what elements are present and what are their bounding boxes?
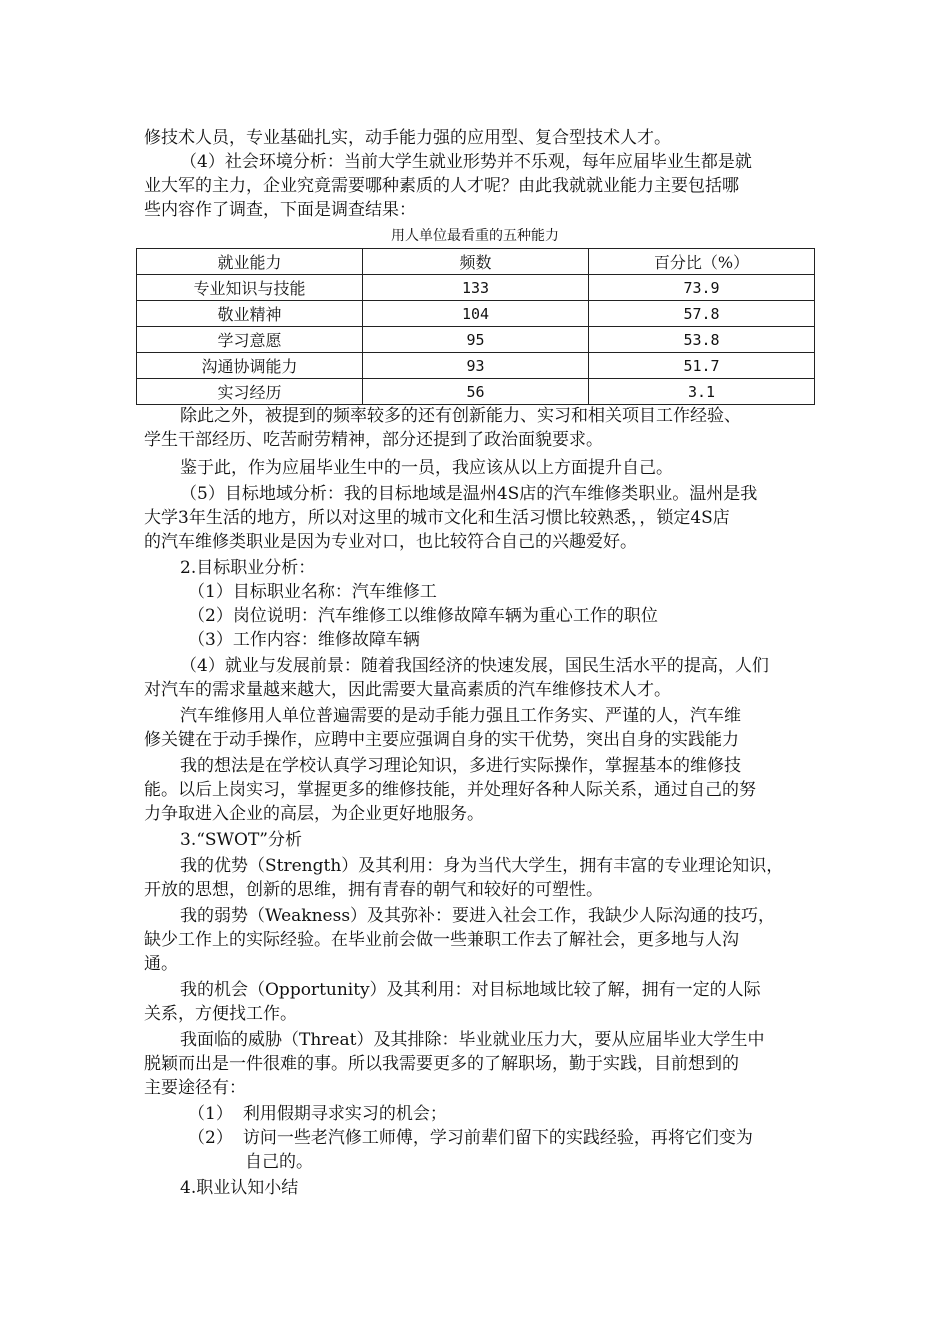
prospects-line-2: 对汽车的需求量越来越大，因此需要大量高素质的汽车维修技术人才。: [144, 680, 671, 700]
cell-frequency: 56: [363, 379, 589, 405]
strength-line-2: 开放的思想，创新的思维，拥有青春的朝气和较好的可塑性。: [144, 880, 603, 900]
section3-heading: 3.“SWOT”分析: [180, 830, 302, 850]
therefore-line: 鉴于此，作为应届毕业生中的一员，我应该从以上方面提升自己。: [180, 458, 673, 478]
cell-percent: 53.8: [589, 327, 815, 353]
social-env-line-2: 业大军的主力，企业究竟需要哪种素质的人才呢？由此我就就业能力主要包括哪: [144, 176, 739, 196]
after-table-line-1: 除此之外，被提到的频率较多的还有创新能力、实习和相关项目工作经验、: [180, 406, 741, 426]
table-row: [137, 301, 815, 327]
table-row: [137, 327, 815, 353]
threat-line-3: 主要途径有：: [144, 1078, 246, 1098]
approach-text: 利用假期寻求实习的机会；: [242, 1104, 447, 1124]
threat-line-1: 我面临的威胁（Threat）及其排除：毕业就业压力大，要从应届毕业大学生中: [180, 1030, 765, 1050]
approach-number: （1）: [188, 1104, 233, 1124]
cell-ability: 实习经历: [137, 379, 363, 405]
strength-line-1: 我的优势（Strength）及其利用：身为当代大学生，拥有丰富的专业理论知识，: [180, 856, 784, 876]
plan-line-1: 我的想法是在学校认真学习理论知识，多进行实际操作，掌握基本的维修技: [180, 756, 741, 776]
cell-percent: 3.1: [589, 379, 815, 405]
requirements-line-1: 汽车维修用人单位普遍需要的是动手能力强且工作务实、严谨的人，汽车维: [180, 706, 741, 726]
social-env-line-3: 些内容作了调查，下面是调查结果：: [144, 200, 416, 220]
section2-heading: 2.目标职业分析：: [180, 558, 316, 578]
section4-heading: 4.职业认知小结: [180, 1178, 299, 1198]
cell-percent: 57.8: [589, 301, 815, 327]
cell-ability: 专业知识与技能: [137, 275, 363, 301]
prospects-line-1: （4）就业与发展前景：随着我国经济的快速发展，国民生活水平的提高，人们: [180, 656, 769, 676]
cell-frequency: 104: [363, 301, 589, 327]
weakness-line-1: 我的弱势（Weakness）及其弥补：要进入社会工作，我缺少人际沟通的技巧，: [180, 906, 776, 926]
header-frequency: 频数: [363, 249, 589, 275]
approach-number: （2）: [188, 1128, 233, 1148]
header-percent: 百分比（%）: [589, 249, 815, 275]
plan-line-3: 力争取进入企业的高层，为企业更好地服务。: [144, 804, 484, 824]
section2-item-2: （2）岗位说明：汽车维修工以维修故障车辆为重心工作的职位: [188, 606, 658, 626]
cell-ability: 沟通协调能力: [137, 353, 363, 379]
opportunity-line-2: 关系，方便找工作。: [144, 1004, 297, 1024]
table-row: [137, 379, 815, 405]
approach-item-2: [0, 1126, 950, 1150]
section2-item-1: （1）目标职业名称：汽车维修工: [188, 582, 437, 602]
after-table-line-2: 学生干部经历、吃苦耐劳精神，部分还提到了政治面貌要求。: [144, 430, 603, 450]
intro-line: 修技术人员，专业基础扎实，动手能力强的应用型、复合型技术人才。: [144, 128, 671, 148]
cell-frequency: 133: [363, 275, 589, 301]
cell-ability: 学习意愿: [137, 327, 363, 353]
social-env-line-1: （4）社会环境分析：当前大学生就业形势并不乐观，每年应届毕业生都是就: [180, 152, 752, 172]
approach-text: 访问一些老汽修工师傅，学习前辈们留下的实践经验，再将它们变为: [242, 1128, 753, 1148]
cell-percent: 73.9: [589, 275, 815, 301]
target-region-line-2: 大学3年生活的地方，所以对这里的城市文化和生活习惯比较熟悉，，锁定4S店: [144, 508, 730, 528]
weakness-line-2: 缺少工作上的实际经验。在毕业前会做一些兼职工作去了解社会，更多地与人沟: [144, 930, 739, 950]
cell-ability: 敬业精神: [137, 301, 363, 327]
weakness-line-3: 通。: [144, 954, 178, 974]
approach-item-2-continuation: 自己的。: [245, 1152, 313, 1172]
table-caption: 用人单位最看重的五种能力: [391, 228, 559, 244]
target-region-line-1: （5）目标地域分析：我的目标地域是温州4S店的汽车维修类职业。温州是我: [180, 484, 758, 504]
approach-item-1: [0, 1102, 950, 1126]
abilities-table: [136, 248, 815, 405]
cell-percent: 51.7: [589, 353, 815, 379]
table-row: [137, 353, 815, 379]
opportunity-line-1: 我的机会（Opportunity）及其利用：对目标地域比较了解，拥有一定的人际: [180, 980, 761, 1000]
cell-frequency: 95: [363, 327, 589, 353]
table-header-row: [137, 249, 815, 275]
threat-line-2: 脱颖而出是一件很难的事。所以我需要更多的了解职场，勤于实践，目前想到的: [144, 1054, 739, 1074]
cell-frequency: 93: [363, 353, 589, 379]
target-region-line-3: 的汽车维修类职业是因为专业对口，也比较符合自己的兴趣爱好。: [144, 532, 637, 552]
table-row: [137, 275, 815, 301]
section2-item-3: （3）工作内容：维修故障车辆: [188, 630, 420, 650]
requirements-line-2: 修关键在于动手操作，应聘中主要应强调自身的实干优势，突出自身的实践能力: [144, 730, 739, 750]
header-ability: 就业能力: [137, 249, 363, 275]
plan-line-2: 能。以后上岗实习，掌握更多的维修技能，并处理好各种人际关系，通过自己的努: [144, 780, 756, 800]
